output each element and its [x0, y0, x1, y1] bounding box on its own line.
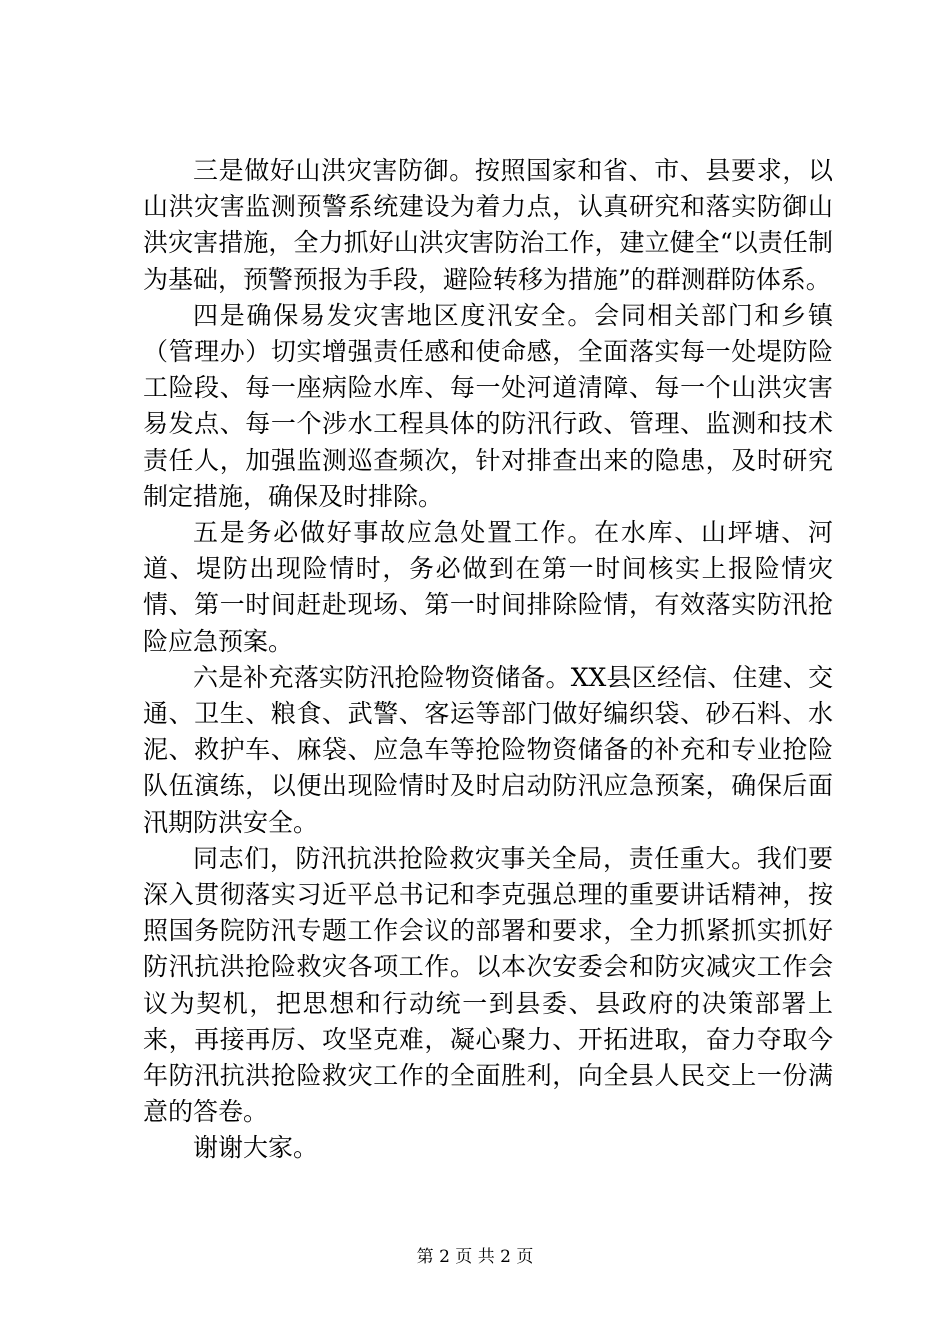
page-number-footer: 第 2 页 共 2 页: [416, 1247, 534, 1267]
paragraph-closing-remarks: 同志们，防汛抗洪抢险救灾事关全局，责任重大。我们要深入贯彻落实习近平总书记和李克强总理的重要讲话精神，按照国务院防汛专题工作会议的部署和要求，全力抓紧抓实抓好防汛抗洪抢险救灾各项工作。以本次安委会和防灾减灾工作会议为契机，把思想和行动统一到县委、县政府的决策部署上来，再接再厉、攻坚克难，凝心聚力、开拓进取，奋力夺取今年防汛抗洪抢险救灾工作的全面胜利，向全县人民交上一份满意的答卷。: [143, 843, 833, 1127]
paragraph-flood-defense: 三是做好山洪灾害防御。按照国家和省、市、县要求，以山洪灾害监测预警系统建设为着力点，认真研究和落实防御山洪灾害措施，全力抓好山洪灾害防治工作，建立健全“以责任制为基础，预警预报为手段，避险转移为措施”的群测群防体系。: [143, 156, 833, 294]
paragraph-material-reserves: 六是补充落实防汛抢险物资储备。XX县区经信、住建、交通、卫生、粮食、武警、客运等部门做好编织袋、砂石料、水泥、救护车、麻袋、应急车等抢险物资储备的补充和专业抢险队伍演练，以便出现险情时及时启动防汛应急预案，确保后面汛期防洪安全。: [143, 662, 833, 837]
paragraph-safe-flood-season: 四是确保易发灾害地区度汛安全。会同相关部门和乡镇（管理办）切实增强责任感和使命感，全面落实每一处堤防险工险段、每一座病险水库、每一处河道清障、每一个山洪灾害易发点、每一个涉水工程具体的防汛行政、管理、监测和技术责任人，加强监测巡查频次，针对排查出来的隐患，及时研究制定措施，确保及时排除。: [143, 300, 833, 511]
document-body: [143, 153, 833, 1167]
paragraph-thanks: 谢谢大家。: [193, 1133, 319, 1163]
paragraph-emergency-response: 五是务必做好事故应急处置工作。在水库、山坪塘、河道、堤防出现险情时，务必做到在第一时间核实上报险情灾情、第一时间赶赴现场、第一时间排除险情，有效落实防汛抢险应急预案。: [143, 518, 833, 656]
